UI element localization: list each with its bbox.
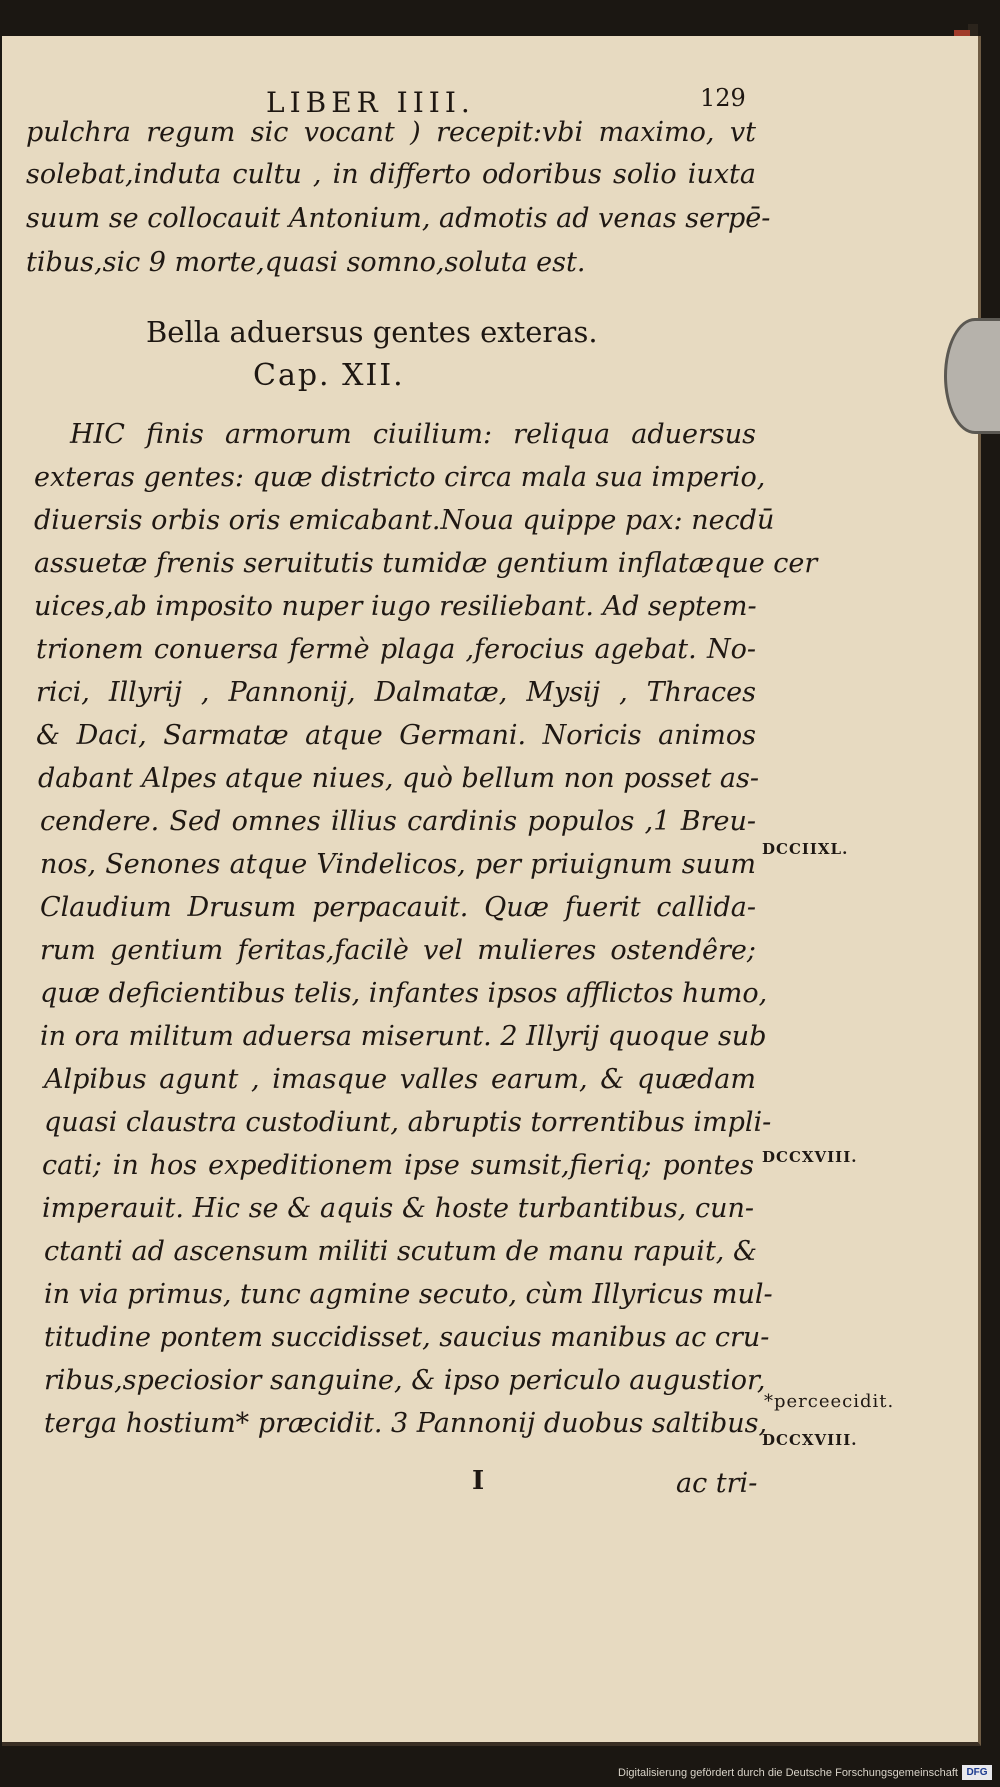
text-line: cati; in hos expeditionem ipse sumsit,fieriq; pontes — [42, 1150, 754, 1181]
marginal-year-note: DCCXVIII. — [762, 1431, 858, 1449]
text-line: diuersis orbis oris emicabant.Noua quippe pax: necdū — [34, 505, 775, 536]
text-line: uices,ab imposito nuper iugo resiliebant. Ad septem- — [34, 591, 757, 622]
digitization-credit: Digitalisierung gefördert durch die Deutsche Forschungsgemeinschaft — [618, 1767, 958, 1779]
running-head: LIBER IIII. — [266, 86, 475, 119]
text-line: rici, Illyrij , Pannonij, Dalmatæ, Mysij , Thraces — [36, 677, 756, 708]
text-line: tibus,sic 9 morte,quasi somno,soluta est. — [26, 247, 586, 278]
chapter-title: Bella aduersus gentes exteras. — [146, 315, 598, 349]
text-line: dabant Alpes atque niues, quò bellum non posset as- — [38, 763, 759, 794]
catchword: ac tri- — [676, 1468, 758, 1499]
folio-number: 129 — [700, 84, 746, 112]
text-line: assuetæ frenis seruitutis tumidæ gentium inflatæque cer — [34, 548, 818, 579]
text-line: Claudium Drusum perpacauit. Quæ fuerit callida- — [40, 892, 756, 923]
text-line: titudine pontem succidisset, saucius manibus ac cru- — [44, 1322, 770, 1353]
dfg-logo: DFG — [962, 1765, 992, 1780]
marginal-variant-note: *perceecidit. — [764, 1391, 895, 1412]
text-line: cendere. Sed omnes illius cardinis populos ,1 Breu- — [40, 806, 756, 837]
marginal-year-note: DCCXVIII. — [762, 1148, 858, 1166]
text-line: & Daci, Sarmatæ atque Germani. Noricis animos — [36, 720, 756, 751]
text-line: HIC finis armorum ciuilium: reliqua aduersus — [70, 419, 756, 450]
marginal-year-note: DCCIIXL. — [762, 840, 849, 858]
signature-mark: I — [472, 1466, 485, 1496]
book-clasp — [944, 318, 1000, 434]
text-line: suum se collocauit Antonium, admotis ad venas serpē- — [26, 203, 771, 234]
chapter-number: Cap. XII. — [253, 358, 405, 393]
text-line: ribus,speciosior sanguine, & ipso periculo augustior, — [44, 1365, 766, 1396]
text-line: rum gentium feritas,facilè vel mulieres ostendêre; — [40, 935, 756, 966]
text-line: solebat,induta cultu , in differto odoribus solio iuxta — [26, 159, 756, 190]
text-line: imperauit. Hic se & aquis & hoste turbantibus, cun- — [42, 1193, 754, 1224]
text-line: exteras gentes: quæ districto circa mala sua imperio, — [34, 462, 766, 493]
text-line: terga hostium* præcidit. 3 Pannonij duobus saltibus, — [44, 1408, 768, 1439]
text-line: nos, Senones atque Vindelicos, per priuignum suum — [40, 849, 756, 880]
text-line: in ora militum aduersa miserunt. 2 Illyrij quoque sub — [40, 1021, 767, 1052]
text-line: quæ deficientibus telis, infantes ipsos afflictos humo, — [40, 978, 768, 1009]
text-line: trionem conuersa fermè plaga ,ferocius agebat. No- — [36, 634, 756, 665]
text-line: quasi claustra custodiunt, abruptis torrentibus impli- — [44, 1107, 772, 1138]
text-line: in via primus, tunc agmine secuto, cùm Illyricus mul- — [44, 1279, 773, 1310]
text-line: ctanti ad ascensum militi scutum de manu rapuit, & — [44, 1236, 757, 1267]
text-line: pulchra regum sic vocant ) recepit:vbi maximo, vt — [26, 117, 756, 148]
text-line: Alpibus agunt , imasque valles earum, & quædam — [44, 1064, 756, 1095]
